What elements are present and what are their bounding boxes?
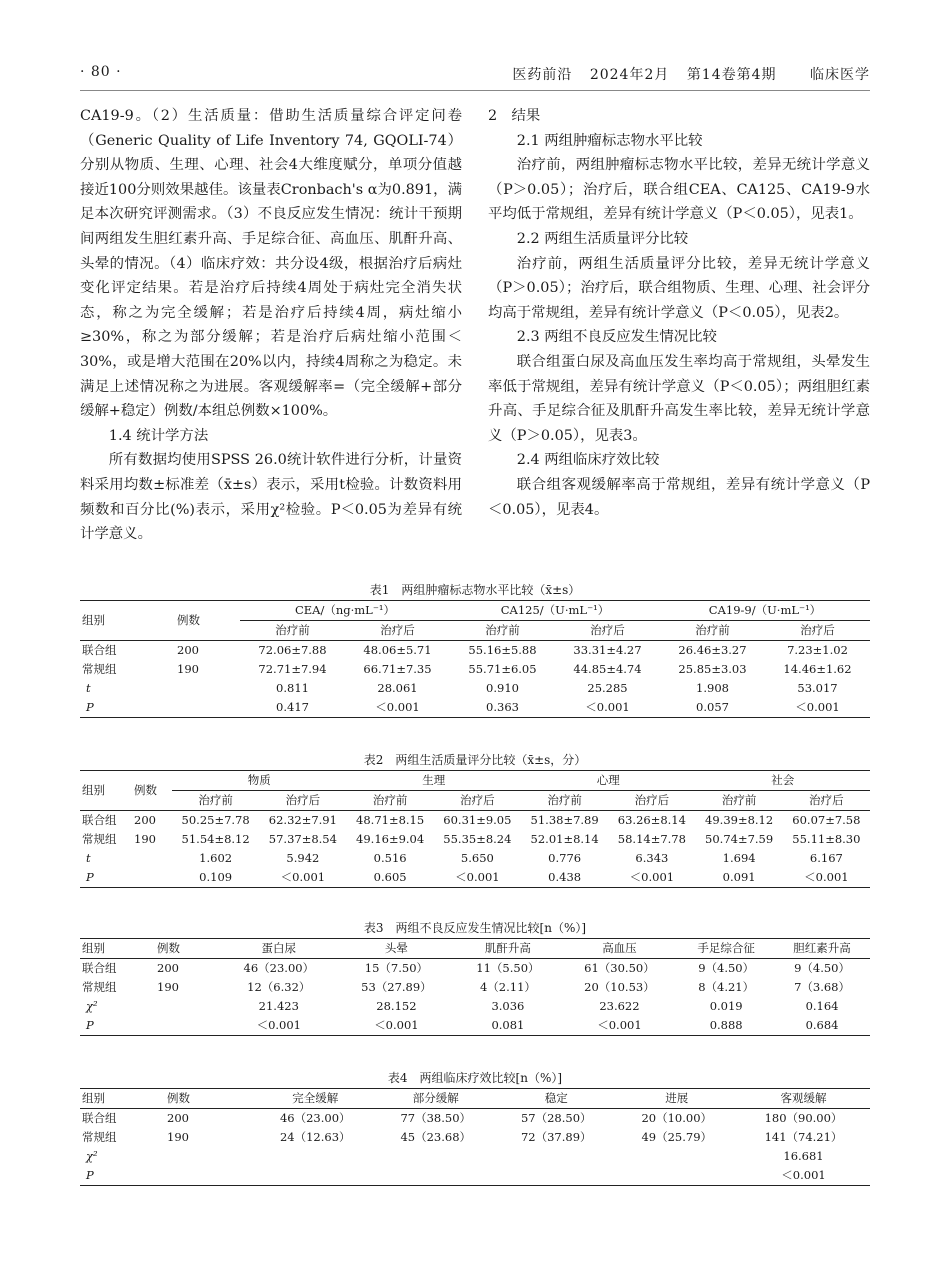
table-header-cell: 肌酐升高 [455, 939, 560, 959]
table-cell: 66.71±7.35 [363, 662, 432, 676]
table-cell: 6.343 [635, 851, 669, 865]
table-2-sub-before: 治疗前 [696, 791, 783, 811]
table-cell: 8（4.21） [698, 980, 755, 994]
table-cell: ＜0.001 [781, 1168, 826, 1182]
table-1-header-n: 例数 [175, 601, 240, 641]
table-cell: 72.06±7.88 [258, 643, 327, 657]
table-cell: 52.01±8.14 [530, 832, 599, 846]
table-cell: 200 [167, 1111, 189, 1125]
table-cell: ＜0.001 [256, 1018, 302, 1032]
table-4-grid [80, 1088, 870, 1186]
row-label: 常规组 [82, 980, 117, 994]
table-cell [255, 1166, 376, 1186]
table-cell: 49.39±8.12 [705, 813, 774, 827]
table-cell: 49（25.79） [641, 1130, 713, 1144]
table-cell [155, 997, 220, 1016]
table-cell: 12（6.32） [247, 980, 311, 994]
table-cell: 72.71±7.94 [258, 662, 327, 676]
journal-info [500, 64, 870, 84]
left-column [80, 104, 462, 547]
row-label: P [86, 1168, 94, 1182]
table-row [80, 1166, 870, 1186]
running-header [80, 62, 870, 88]
table-header-cell: 手足综合征 [678, 939, 774, 959]
row-label: t [86, 681, 91, 695]
table-cell: 0.019 [709, 999, 743, 1013]
table-cell [175, 679, 240, 698]
table-cell: 55.16±5.88 [468, 643, 537, 657]
table-cell: 1.602 [199, 851, 233, 865]
table-row [80, 811, 870, 831]
table-row [80, 1147, 870, 1166]
issue-volume: 第14卷第4期 [686, 67, 777, 83]
table-cell: 200 [134, 813, 156, 827]
table-cell [165, 1147, 255, 1166]
table-header-row [80, 1089, 870, 1109]
table-3 [80, 918, 870, 1036]
table-2-header-social: 社会 [696, 771, 871, 791]
row-label: 常规组 [82, 662, 117, 676]
table-cell: 48.71±8.15 [356, 813, 425, 827]
table-3-title: 表3 两组不良反应发生情况比较[n（%）] [363, 921, 587, 935]
table-cell: 46（23.00） [243, 961, 315, 975]
table-cell [376, 1147, 497, 1166]
table-cell: 15（7.50） [364, 961, 429, 975]
table-cell: 23.622 [599, 999, 640, 1013]
table-1 [80, 580, 870, 718]
table-2-grid [80, 770, 870, 888]
row-label: 联合组 [82, 1111, 117, 1125]
table-cell: 0.417 [276, 700, 309, 714]
table-cell: 60.31±9.05 [443, 813, 512, 827]
table-cell: 48.06±5.71 [363, 643, 432, 657]
table-1-sub-before: 治疗前 [450, 621, 555, 641]
table-row [80, 679, 870, 698]
table-cell: 0.684 [805, 1018, 839, 1032]
table-cell: 25.85±3.03 [678, 662, 747, 676]
table-cell: 9（4.50） [794, 961, 850, 975]
table-cell [617, 1147, 738, 1166]
table-cell: 21.423 [258, 999, 299, 1013]
table-cell: 190 [134, 832, 156, 846]
row-label: 联合组 [82, 643, 117, 657]
table-header-cell: 客观缓解 [737, 1089, 870, 1109]
table-row [80, 1016, 870, 1036]
table-cell: 44.85±4.74 [573, 662, 642, 676]
table-cell: 0.057 [696, 700, 729, 714]
section-heading-1-4: 1.4 统计学方法 [108, 427, 209, 444]
table-cell: 200 [177, 643, 199, 657]
stats-paragraph: 所有数据均使用SPSS 26.0统计软件进行分析，计量资料采用均数±标准差（x̄±s）表示，采用t检验。计数资料用频数和百分比(%)表示，采用χ²检验。P＜0.05为差异有统计学意义。 [80, 452, 462, 543]
table-cell: 58.14±7.78 [617, 832, 686, 846]
table-cell: 55.11±8.30 [792, 832, 861, 846]
table-cell [155, 1016, 220, 1036]
table-cell [496, 1166, 617, 1186]
table-cell: 57.37±8.54 [268, 832, 337, 846]
table-cell: 0.091 [722, 870, 756, 884]
table-1-sub-after: 治疗后 [555, 621, 660, 641]
table-cell: 51.38±7.89 [530, 813, 599, 827]
table-row [80, 698, 870, 718]
right-column [488, 104, 870, 522]
table-row [80, 978, 870, 997]
result-paragraph-2-3: 联合组蛋白尿及高血压发生率均高于常规组，头晕发生率低于常规组，差异有统计学意义（P＜0.05）；两组胆红素升高、手足综合征及肌酐升高发生率比较，差异无统计学意义（P＞0.05），见表3。 [488, 353, 870, 444]
table-cell: 9（4.50） [698, 961, 755, 975]
table-cell: 61（30.50） [584, 961, 655, 975]
row-label: 联合组 [82, 813, 117, 827]
table-2-sub-after: 治疗后 [434, 791, 521, 811]
table-cell: 55.71±6.05 [468, 662, 537, 676]
table-header-cell: 头晕 [338, 939, 456, 959]
table-cell: 45（23.68） [400, 1130, 472, 1144]
table-4 [80, 1068, 870, 1186]
row-label: 常规组 [82, 832, 117, 846]
table-row [80, 997, 870, 1016]
table-cell: 50.25±7.78 [181, 813, 250, 827]
table-cell: 0.109 [199, 870, 233, 884]
table-header-cell: 部分缓解 [376, 1089, 497, 1109]
table-cell: 0.910 [486, 681, 519, 695]
section-name: 临床医学 [810, 67, 870, 83]
table-cell [165, 1166, 255, 1186]
table-cell [617, 1166, 738, 1186]
table-cell: ＜0.001 [280, 870, 326, 884]
table-cell [255, 1147, 376, 1166]
table-cell: ＜0.001 [804, 870, 849, 884]
table-1-sub-before: 治疗前 [660, 621, 765, 641]
table-2-sub-before: 治疗前 [172, 791, 259, 811]
table-cell: 16.681 [783, 1149, 824, 1163]
table-cell: 49.16±9.04 [356, 832, 425, 846]
table-header-cell: 进展 [617, 1089, 738, 1109]
table-cell: 57（28.50） [520, 1111, 592, 1125]
table-cell: 0.811 [276, 681, 309, 695]
table-cell: ＜0.001 [795, 700, 840, 714]
table-cell [496, 1147, 617, 1166]
table-2-sub-after: 治疗后 [783, 791, 870, 811]
table-cell: 0.363 [486, 700, 519, 714]
table-cell: 50.74±7.59 [705, 832, 774, 846]
table-cell: 33.31±4.27 [573, 643, 642, 657]
table-cell: 24（12.63） [279, 1130, 351, 1144]
table-2-sub-before: 治疗前 [521, 791, 608, 811]
table-cell: 62.32±7.91 [268, 813, 337, 827]
table-cell [175, 698, 240, 718]
table-2-header-physical: 生理 [347, 771, 522, 791]
table-row [80, 868, 870, 888]
table-1-header-cea: CEA/（ng·mL⁻¹） [240, 601, 450, 621]
table-2-header-n: 例数 [132, 771, 172, 811]
table-cell [376, 1166, 497, 1186]
table-cell: 1.908 [696, 681, 729, 695]
table-cell: 141（74.21） [764, 1130, 843, 1144]
table-cell: 6.167 [809, 851, 843, 865]
table-header-cell: 组别 [80, 1089, 165, 1109]
section-heading-2-2: 2.2 两组生活质量评分比较 [516, 230, 689, 247]
table-cell: ＜0.001 [375, 700, 420, 714]
journal-name: 医药前沿 [512, 67, 573, 83]
header-rule [80, 90, 870, 91]
table-2-sub-before: 治疗前 [347, 791, 434, 811]
table-cell: 72（37.89） [520, 1130, 592, 1144]
table-2-header-group: 组别 [80, 771, 132, 811]
table-header-cell: 稳定 [496, 1089, 617, 1109]
table-row [80, 830, 870, 849]
table-cell: 5.942 [286, 851, 320, 865]
table-2-header-psych: 心理 [521, 771, 696, 791]
table-header-cell: 组别 [80, 939, 155, 959]
table-cell [132, 849, 172, 868]
table-cell: ＜0.001 [629, 870, 675, 884]
row-label: P [86, 700, 94, 714]
table-cell: 46（23.00） [279, 1111, 351, 1125]
table-cell: 0.888 [709, 1018, 743, 1032]
section-heading-2-4: 2.4 两组临床疗效比较 [516, 452, 660, 469]
table-cell: 26.46±3.27 [678, 643, 747, 657]
table-header-cell: 例数 [155, 939, 220, 959]
row-label: P [86, 1018, 94, 1032]
table-row [80, 1128, 870, 1147]
result-paragraph-2-4: 联合组客观缓解率高于常规组，差异有统计学意义（P＜0.05），见表4。 [488, 476, 870, 518]
table-1-header-ca125: CA125/（U·mL⁻¹） [450, 601, 660, 621]
row-label: P [86, 870, 94, 884]
table-header-cell: 完全缓解 [255, 1089, 376, 1109]
table-1-sub-before: 治疗前 [240, 621, 345, 641]
table-cell: ＜0.001 [455, 870, 500, 884]
section-heading-2-3: 2.3 两组不良反应发生情况比较 [516, 329, 717, 346]
table-2 [80, 750, 870, 888]
table-cell: ＜0.001 [585, 700, 630, 714]
table-2-sub-after: 治疗后 [259, 791, 346, 811]
table-1-grid [80, 600, 870, 718]
table-2-sub-after: 治疗后 [608, 791, 695, 811]
table-cell: 0.605 [373, 870, 407, 884]
table-cell: 20（10.00） [641, 1111, 713, 1125]
table-cell: 55.35±8.24 [443, 832, 512, 846]
table-cell: 0.164 [805, 999, 839, 1013]
table-cell: 20（10.53） [584, 980, 655, 994]
table-1-sub-after: 治疗后 [345, 621, 450, 641]
table-cell: 200 [157, 961, 179, 975]
table-row [80, 1109, 870, 1129]
table-cell: 190 [157, 980, 179, 994]
table-cell: 5.650 [460, 851, 494, 865]
table-cell: 3.036 [491, 999, 525, 1013]
table-cell [132, 868, 172, 888]
table-header-cell: 例数 [165, 1089, 255, 1109]
row-label: 联合组 [82, 961, 117, 975]
result-paragraph-2-2: 治疗前，两组生活质量评分比较，差异无统计学意义（P＞0.05）；治疗后，联合组物质、生理、心理、社会评分均高于常规组，差异有统计学意义（P＜0.05），见表2。 [488, 255, 870, 321]
table-header-cell: 胆红素升高 [774, 939, 870, 959]
table-cell: 1.694 [722, 851, 756, 865]
table-row [80, 660, 870, 679]
table-2-title: 表2 两组生活质量评分比较（x̄±s，分） [363, 753, 587, 767]
table-cell: ＜0.001 [597, 1018, 642, 1032]
table-cell: 28.061 [377, 681, 418, 695]
table-1-sub-after: 治疗后 [765, 621, 870, 641]
page-number: · 80 · [80, 64, 122, 80]
row-label: χ² [86, 1149, 98, 1163]
table-row [80, 849, 870, 868]
table-cell: 0.776 [548, 851, 582, 865]
row-label: 常规组 [82, 1130, 117, 1144]
table-header-row [80, 939, 870, 959]
table-cell: 63.26±8.14 [617, 813, 686, 827]
table-cell: 53（27.89） [361, 980, 432, 994]
table-cell: 53.017 [797, 681, 838, 695]
issue-date: 2024年2月 [589, 67, 670, 83]
table-cell: 0.516 [373, 851, 407, 865]
table-cell: 0.438 [548, 870, 582, 884]
table-row [80, 959, 870, 979]
table-cell: 77（38.50） [400, 1111, 472, 1125]
table-cell: 7.23±1.02 [787, 643, 848, 657]
row-label: t [86, 851, 91, 865]
table-cell: ＜0.001 [374, 1018, 419, 1032]
table-cell: 14.46±1.62 [783, 662, 852, 676]
table-cell: 25.285 [587, 681, 628, 695]
table-cell: 28.152 [376, 999, 417, 1013]
table-cell: 180（90.00） [764, 1111, 843, 1125]
table-cell: 51.54±8.12 [181, 832, 250, 846]
table-cell: 0.081 [491, 1018, 525, 1032]
section-heading-2-1: 2.1 两组肿瘤标志物水平比较 [516, 132, 703, 149]
table-cell: 190 [167, 1130, 189, 1144]
table-cell: 4（2.11） [479, 980, 536, 994]
table-2-header-material: 物质 [172, 771, 347, 791]
table-cell: 190 [177, 662, 199, 676]
table-row [80, 641, 870, 661]
method-paragraph: CA19-9。（2）生活质量：借助生活质量综合评定问卷（Generic Quality of Life Inventory 74, GQOLI-74）分别从物质、生理、心理、社会4大维度赋分，单项分值越接近100分则效果越佳。该量表Cronbach's α为0.891，满足本次研究评测需求。（3）不良反应发生情况：统计干预期间两组发生胆红素升高、手足综合征、高血压、肌酐升高、头晕的情况。（4）临床疗效：共分设4级，根据治疗后病灶变化评定结果。若是治疗后持续4周处于病灶完全消失状态，称之为完全缓解；若是治疗后持续4周，病灶缩小≥30%，称之为部分缓解；若是治疗后病灶缩小范围＜30%，或是增大范围在20%以内，持续4周称之为稳定。未满足上述情况称之为进展。客观缓解率=（完全缓解+部分缓解+稳定）例数/本组总例数×100%。 [80, 108, 462, 420]
section-heading-2: 2 结果 [488, 108, 541, 124]
table-1-header-ca199: CA19-9/（U·mL⁻¹） [660, 601, 870, 621]
table-3-grid [80, 938, 870, 1036]
table-1-header-group: 组别 [80, 601, 175, 641]
table-1-title: 表1 两组肿瘤标志物水平比较（x̄±s） [369, 583, 581, 597]
table-cell: 60.07±7.58 [792, 813, 861, 827]
result-paragraph-2-1: 治疗前，两组肿瘤标志物水平比较，差异无统计学意义（P＞0.05）；治疗后，联合组CEA、CA125、CA19-9水平均低于常规组，差异有统计学意义（P＜0.05），见表1。 [488, 157, 870, 223]
table-cell: 11（5.50） [476, 961, 540, 975]
table-header-cell: 蛋白尿 [220, 939, 338, 959]
table-4-title: 表4 两组临床疗效比较[n（%）] [387, 1071, 563, 1085]
table-header-cell: 高血压 [561, 939, 679, 959]
table-cell: 7（3.68） [794, 980, 850, 994]
row-label: χ² [86, 999, 98, 1013]
